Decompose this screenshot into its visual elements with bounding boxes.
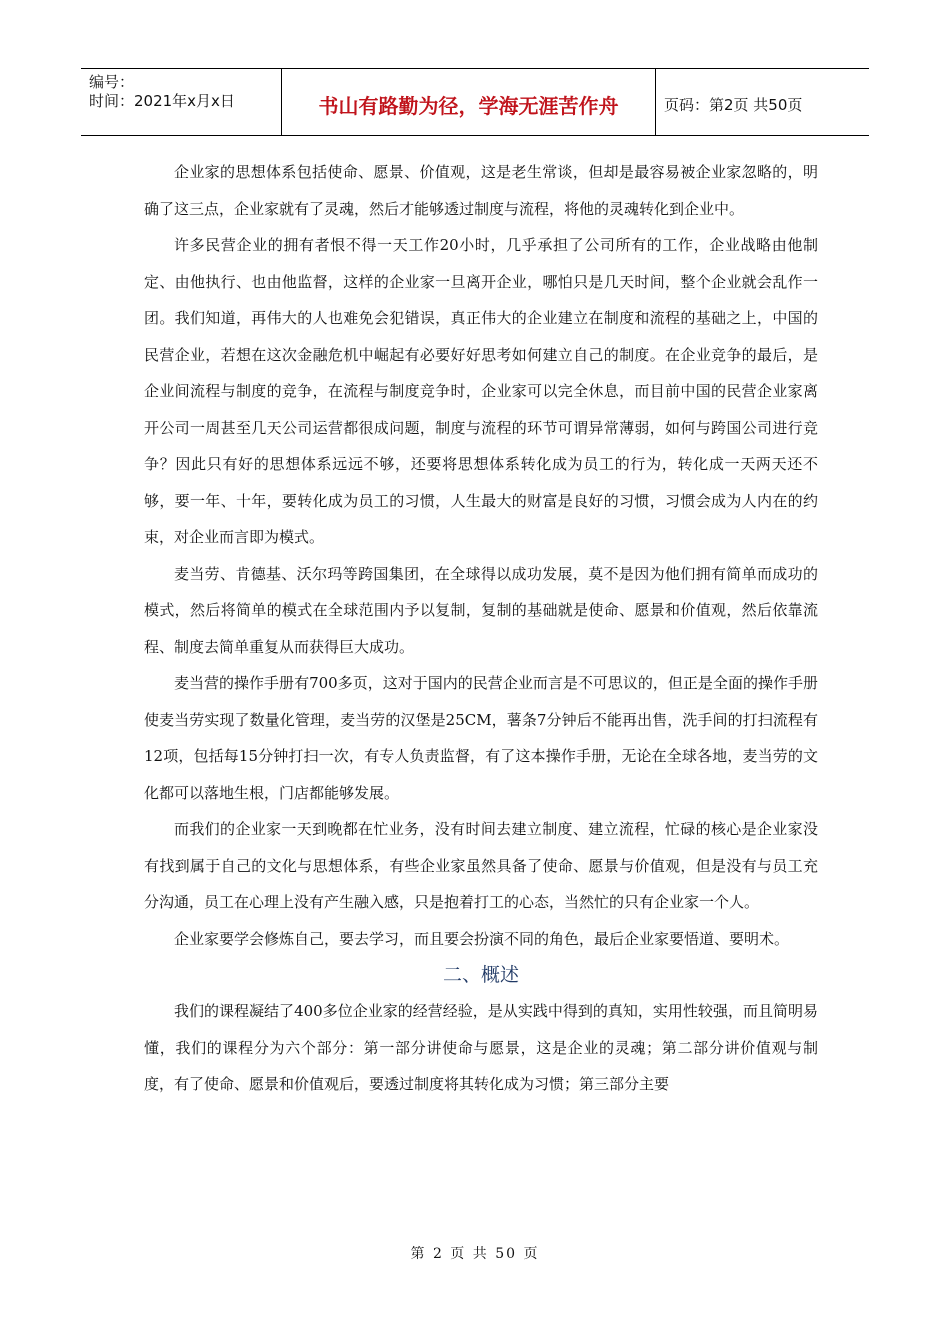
paragraph: 我们的课程凝结了400多位企业家的经营经验，是从实践中得到的真知，实用性较强，而且简明易懂，我们的课程分为六个部分：第一部分讲使命与愿景，这是企业的灵魂；第二部分讲价值观与制度，有了使命、愿景和价值观后，要透过制度将其转化成为习惯；第三部分主要 (144, 1002, 818, 1093)
document-body (144, 154, 818, 1103)
paragraph: 麦当营的操作手册有700多页，这对于国内的民营企业而言是不可思议的，但正是全面的操作手册使麦当劳实现了数量化管理，麦当劳的汉堡是25CM，薯条7分钟后不能再出售，洗手间的打扫流程有12项，包括每15分钟打扫一次，有专人负责监督，有了这本操作手册，无论在全球各地，麦当劳的文化都可以落地生根，门店都能够发展。 (144, 674, 818, 802)
paragraph: 许多民营企业的拥有者恨不得一天工作20小时，几乎承担了公司所有的工作，企业战略由他制定、由他执行、也由他监督，这样的企业家一旦离开企业，哪怕只是几天时间，整个企业就会乱作一团。我们知道，再伟大的人也难免会犯错误，真正伟大的企业建立在制度和流程的基础之上，中国的民营企业，若想在这次金融危机中崛起有必要好好思考如何建立自己的制度。在企业竞争的最后，是企业间流程与制度的竞争，在流程与制度竞争时，企业家可以完全休息，而目前中国的民营企业家离开公司一周甚至几天公司运营都很成问题，制度与流程的环节可谓异常薄弱，如何与跨国公司进行竞争？因此只有好的思想体系远远不够，还要将思想体系转化成为员工的行为，转化成一天两天还不够，要一年、十年，要转化成为员工的习惯，人生最大的财富是良好的习惯，习惯会成为人内在的约束，对企业而言即为模式。 (144, 236, 818, 546)
header-meta (81, 69, 282, 135)
paragraph: 企业家的思想体系包括使命、愿景、价值观，这是老生常谈，但却是最容易被企业家忽略的，明确了这三点，企业家就有了灵魂，然后才能够透过制度与流程，将他的灵魂转化到企业中。 (144, 163, 818, 218)
header-page-info: 页码：第2页 共50页 (664, 95, 803, 114)
section-heading: 二、概述 (442, 964, 519, 986)
page-header (81, 68, 869, 136)
paragraph: 而我们的企业家一天到晚都在忙业务，没有时间去建立制度、建立流程，忙碌的核心是企业家没有找到属于自己的文化与思想体系，有些企业家虽然具备了使命、愿景与价值观，但是没有与员工充分沟通，员工在心理上没有产生融入感，只是抱着打工的心态，当然忙的只有企业家一个人。 (144, 820, 818, 911)
time-label: 时间：2021年x月x日 (89, 92, 235, 110)
code-label: 编号： (89, 73, 135, 91)
page-footer: 第 2 页 共 50 页 (410, 1246, 540, 1262)
header-motto: 书山有路勤为径，学海无涯苦作舟 (282, 69, 656, 135)
paragraph: 麦当劳、肯德基、沃尔玛等跨国集团，在全球得以成功发展，莫不是因为他们拥有简单而成功的模式，然后将简单的模式在全球范围内予以复制，复制的基础就是使命、愿景和价值观，然后依靠流程、制度去简单重复从而获得巨大成功。 (144, 564, 818, 656)
paragraph: 企业家要学会修炼自己，要去学习，而且要会扮演不同的角色，最后企业家要悟道、要明术。 (174, 929, 790, 948)
